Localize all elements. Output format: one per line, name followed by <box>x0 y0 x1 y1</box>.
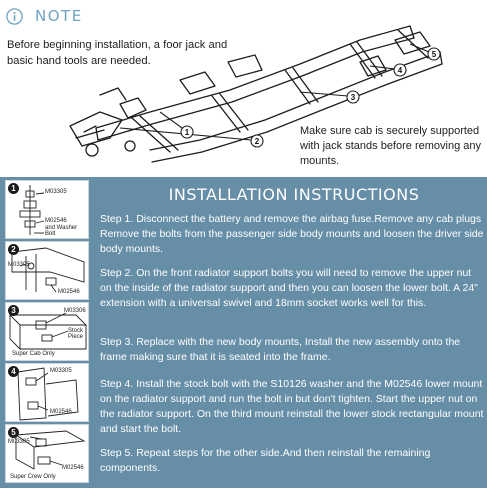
thumbnail-step-2 <box>5 241 89 300</box>
thumbnail-number: 4 <box>8 366 19 377</box>
step-3-text: Step 3. Replace with the new body mounts, Install the new assembly onto the frame making sure that it is seated into the frame. <box>100 336 461 363</box>
step-2-text: Step 2. On the front radiator support bolts you will need to remove the upper nut on the inside of the radiator support and then you can loosen the lower bolt. A 24" extension with a universal swivel and 18mm socket works well for this. <box>100 267 478 309</box>
part-label: M03305 <box>8 439 30 445</box>
thumbnail-number: 3 <box>8 305 19 316</box>
callout-4 <box>394 64 406 76</box>
svg-text:4: 4 <box>397 66 403 75</box>
step-thumbnails <box>5 177 89 488</box>
part-label: M02546 <box>50 409 72 415</box>
thumbnail-step-1 <box>5 180 89 239</box>
part-label: M02546 <box>62 465 84 471</box>
note-title: NOTE <box>35 7 83 25</box>
thumbnail-step-3 <box>5 302 89 361</box>
step-4-text: Step 4. Install the stock bolt with the S10126 washer and the M02546 lower mount on the radiator support and run the bolt in but don't tighten. Start the upper nut on the radiator support. On the third mount reinstall the lower stock rectangular mount and start the bolt. <box>100 378 484 435</box>
svg-text:5: 5 <box>431 50 437 59</box>
part-label: M02546 <box>45 218 67 224</box>
thumbnail-number: 5 <box>8 427 19 438</box>
part-label: M03305 <box>45 189 67 195</box>
part-label: Super Cab Only <box>12 351 55 357</box>
callout-3 <box>347 91 359 103</box>
cab-support-note: Make sure cab is securely supported with jack stands before removing any mounts. <box>300 125 481 167</box>
part-label: M03306 <box>64 308 86 314</box>
part-label: M03305 <box>8 262 30 268</box>
svg-text:1: 1 <box>184 128 190 137</box>
callout-1 <box>181 126 193 138</box>
part-label: Stock <box>68 328 84 334</box>
note-header <box>6 7 83 25</box>
part-label: and Washer <box>45 225 78 231</box>
part-label: Piece <box>68 334 84 340</box>
note-text: Before beginning installation, a foor jack and basic hand tools are needed. <box>7 39 228 67</box>
part-label: Bolt <box>45 231 56 237</box>
part-label: M03305 <box>50 368 72 374</box>
note-section <box>0 0 487 177</box>
step-5-text: Step 5. Repeat steps for the other side.And then reinstall the remaining components. <box>100 447 431 474</box>
thumbnail-step-5 <box>5 424 89 483</box>
svg-text:2: 2 <box>254 137 260 146</box>
info-icon <box>6 8 23 25</box>
thumbnail-number: 1 <box>8 183 19 194</box>
instructions-title: INSTALLATION INSTRUCTIONS <box>168 185 420 204</box>
thumbnail-number: 2 <box>8 244 19 255</box>
part-label: Super Crew Only <box>10 474 56 480</box>
thumbnail-step-4 <box>5 363 89 422</box>
step-1-text: Step 1. Disconnect the battery and remove the airbag fuse.Remove any cab plugs Remove the bolts from the passenger side body mounts and loosen the driver side body mounts. <box>100 213 484 255</box>
part-label: M02546 <box>58 289 80 295</box>
callout-5 <box>428 48 440 60</box>
svg-text:3: 3 <box>350 93 356 102</box>
callout-2 <box>251 135 263 147</box>
